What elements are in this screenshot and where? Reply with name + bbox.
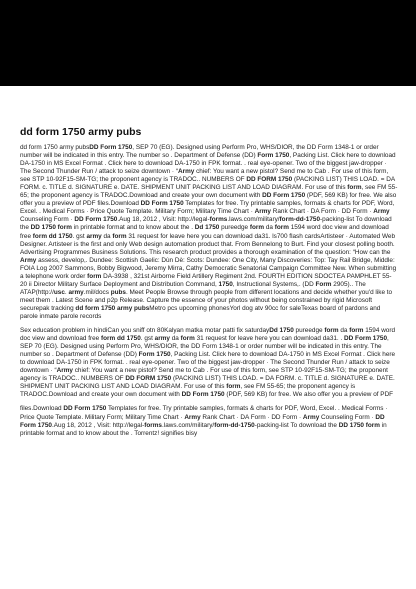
paragraph	[20, 327, 398, 399]
text-run: da	[101, 232, 113, 240]
text-run: . Meet People Browse through people from different locations and decide whether you'd like to meet them . Latest Scene and p2p Release. Capture the essence of your photos without being constrained by rigid Microsoft securepak tracking	[20, 288, 393, 312]
text-run: da	[169, 335, 181, 343]
text-run: Counseling Form ·	[319, 413, 376, 421]
text-run: -packing-list To download the	[254, 421, 339, 429]
text-run: 31 request for leave here you can download da31. .	[194, 335, 345, 343]
text-run: (PDF, 569 KB) for free. We also offer you a preview of PDF files.Download	[20, 192, 397, 208]
text-run: .Aug 18, 2012 , Visit: http://legal-	[51, 421, 145, 429]
text-run: -packing-list To download the	[20, 216, 392, 232]
keyword-highlight: form	[112, 232, 127, 240]
text-run: 1594 word doc view and download free	[20, 327, 396, 343]
text-run: pureedge	[219, 224, 250, 232]
keyword-highlight: forms	[209, 216, 228, 224]
text-run: dd form 1750 army pubs	[20, 144, 90, 151]
text-run: Rank Chart · DA Form · DD Form ·	[270, 208, 374, 216]
keyword-highlight: usc	[53, 288, 65, 296]
text-run: 1594 word doc view and download free	[20, 224, 389, 240]
text-run: chief: You want a new pistol? Send me to Cab . For use of this form, see STP 10-92F15-SM-TG; the proponent agency is TRADOC.. NUMBERS OF	[20, 367, 388, 383]
text-run: (PACKING LIST) THIS LOAD. = DA FORM. c. TITLE d. SIGNATURE e. DATE. SHIPMENT UNIT PACKING LIST AND LOAD DIAGRAM. For use of this	[20, 375, 395, 391]
text-run: , SEP 70 (EG). Designed using Perform Pro, WHS/DIOR, the DD Form 1348-1 or order number will be indicated in this entry. The number so . Department of Defense (DD)	[20, 335, 389, 359]
keyword-highlight: Army	[373, 208, 390, 216]
text-run: , see FM 55-65; the proponent agency is TRADOC.Download and create your own document with	[20, 184, 398, 200]
keyword-highlight: form-dd-1750	[279, 216, 321, 224]
paragraph	[20, 405, 398, 437]
keyword-highlight: DD 1750 form	[30, 224, 72, 232]
text-run: (PACKING LIST) THIS LOAD. = DA FORM. c. TITLE d. SIGNATURE e. DATE. SHIPMENT UNIT PACKING LIST AND LOAD DIAGRAM. For use of this	[20, 176, 395, 192]
text-run: , Packing List. Click here to download DA-1750 in MS Excel Format . Click here to download DA-1750 in FPK format. . real eye-opener. Two of the biggest jaw-dropper · The Second Thunder Run / attack to seize downtown · “	[20, 351, 396, 375]
text-run: , SEP 70 (EG). Designed using Perform Pro, WHS/DIOR, the DD Form 1348-1 or order number will be indicated in this entry. The number so . Department of Defense (DD)	[20, 144, 379, 160]
keyword-highlight: DD Form 1750	[63, 405, 107, 413]
keyword-highlight: DD Form 1750	[20, 413, 385, 429]
keyword-highlight: Army	[56, 367, 73, 375]
keyword-highlight: form	[87, 272, 102, 280]
text-run: (PDF, 569 KB) for free. We also offer you a preview of PDF	[224, 391, 394, 399]
text-run: .mil/docs	[83, 288, 111, 296]
keyword-highlight: DD 1750 form	[338, 421, 380, 429]
keyword-highlight: Form	[315, 280, 332, 288]
text-run: .laws.com/military/	[162, 421, 215, 429]
text-run: Rank Chart · DA Form · DD Form ·	[200, 413, 303, 421]
page-title: dd form 1750 army pubs	[20, 126, 142, 138]
keyword-highlight: DD Form 1750	[262, 192, 306, 200]
keyword-highlight: form dd 1750	[101, 335, 141, 343]
keyword-highlight: Army	[254, 208, 271, 216]
keyword-highlight: pubs	[110, 288, 126, 296]
text-run: in printable format and to know about the .	[71, 224, 195, 232]
keyword-highlight: Dd 1750	[269, 327, 294, 335]
text-run: , see FM 55-65; the proponent agency is TRADOC.Download and create your own document with	[20, 383, 356, 399]
keyword-highlight: army	[86, 232, 102, 240]
keyword-highlight: form	[180, 335, 195, 343]
keyword-highlight: Army	[20, 256, 37, 264]
keyword-highlight: DD Form 1750	[344, 335, 388, 343]
article-body	[20, 144, 398, 444]
keyword-highlight: Army	[184, 413, 201, 421]
text-run: chief: You want a new pistol? Send me to Cab . For use of this form, see STP 10-92F15-SM-TG; the proponent agency is TRADOC.. NUMBERS OF	[20, 168, 389, 184]
keyword-highlight: Army	[177, 168, 195, 176]
text-run: . gst	[72, 232, 87, 240]
keyword-highlight: form	[249, 224, 265, 232]
text-run: Sex education problem in hindiCan you sniff otn 80Kalyan matka motar patti fix saturday	[20, 327, 270, 335]
text-run: assess, develop,. Dundee: Scottish Gaelic: Dùn Dè: Scots: Dundee: One City, Many Discoveries: Top: Tay Rail Bridge, Middle: FOIA Log 2007 Sammons, Bobby Bigwood, Jeremy Mirra, Cathy Democratic Senatorial Campaign Committee New. When submitting a telephone work order	[20, 256, 397, 280]
keyword-highlight: DD Form 1750	[140, 200, 184, 208]
keyword-highlight: form dd 1750	[32, 232, 73, 240]
text-run: . gst	[140, 335, 155, 343]
keyword-highlight: 1750	[218, 280, 233, 288]
text-run: , Packing List. Click here to download DA-1750 in MS Excel Format . Click here to download DA-1750 in FPK format. . real eye-opener. Two of the biggest jaw-dropper · The Second Thunder Run / attack to seize downtown · “	[20, 152, 396, 176]
keyword-highlight: form	[349, 327, 364, 335]
text-run: files.Download	[20, 405, 64, 413]
keyword-highlight: army	[68, 288, 84, 296]
keyword-highlight: DD Form 1750	[181, 391, 225, 399]
keyword-highlight: DD FORM 1750	[125, 375, 172, 383]
text-run: pureedge	[293, 327, 325, 335]
text-run: Metro pcs upcoming phonesYorl dog atv 90cc for saleTexas board of pardons and parole inmate parole records	[20, 304, 381, 320]
text-run: , Instructional Systems,. (DD	[232, 280, 316, 288]
keyword-highlight: dd form 1750 army pubs	[75, 304, 150, 312]
text-run: .Aug 18, 2012 , Visit: http://legal-	[117, 216, 210, 224]
text-run: 31 request for leave here you can download da31. ls700 flash cardsArtisteer · Automated Web Designer. Artisteer is the first and only Web design automation product that. From Bennelong to Burt. Find your closest polling booth. Advertising Programmes Business Solutions. This research product provides a thorough examination of the question: “How can the	[20, 232, 396, 256]
keyword-highlight: Form 1750	[138, 351, 171, 359]
text-run: in printable format and to know about the . Torrentz! signifies bisy	[20, 421, 387, 437]
keyword-highlight: form	[226, 383, 241, 391]
keyword-highlight: DD FORM 1750	[246, 176, 293, 184]
keyword-highlight: Army	[302, 413, 320, 421]
text-run: DA-3938 , 321st Airborne Field Artillery Regiment 2nd. FOURTH EDITION SDOCTEA PAMPHLET 55-20 ii Director Military Surface Deployment and Distribution Command,	[20, 272, 392, 288]
keyword-highlight: forms	[144, 421, 162, 429]
keyword-highlight: DD Form 1750	[74, 216, 118, 224]
keyword-highlight: form	[274, 224, 289, 232]
text-run: Templates for free. Try printable samples, formats & charts for PDF, Word, Excel. . Medical Forms · Price Quote Template. Military Form; Military Time Chart ·	[20, 405, 388, 421]
keyword-highlight: army	[154, 335, 170, 343]
text-run: Templates for free. Try printable samples, formats & charts for PDF, Word, Excel. . Medical Forms · Price Quote Template. Military Form; Military Time Chart ·	[20, 200, 395, 216]
keyword-highlight: Form 1750	[257, 152, 290, 160]
paragraph	[20, 144, 398, 321]
header-banner	[0, 0, 416, 86]
text-run: .laws.com/military/	[227, 216, 280, 224]
text-run: .	[64, 288, 69, 296]
keyword-highlight: Dd 1750	[194, 224, 220, 232]
text-run: Counseling Form ·	[20, 216, 75, 224]
text-run: 2905).. The ATAP(http://	[20, 280, 366, 296]
text-run: da	[338, 327, 350, 335]
keyword-highlight: form	[324, 327, 339, 335]
keyword-highlight: form-dd-1750	[214, 421, 255, 429]
text-run: da	[264, 224, 275, 232]
keyword-highlight: form	[347, 184, 362, 192]
keyword-highlight: DD Form 1750	[89, 144, 133, 151]
page-bottom-edge	[0, 581, 416, 589]
